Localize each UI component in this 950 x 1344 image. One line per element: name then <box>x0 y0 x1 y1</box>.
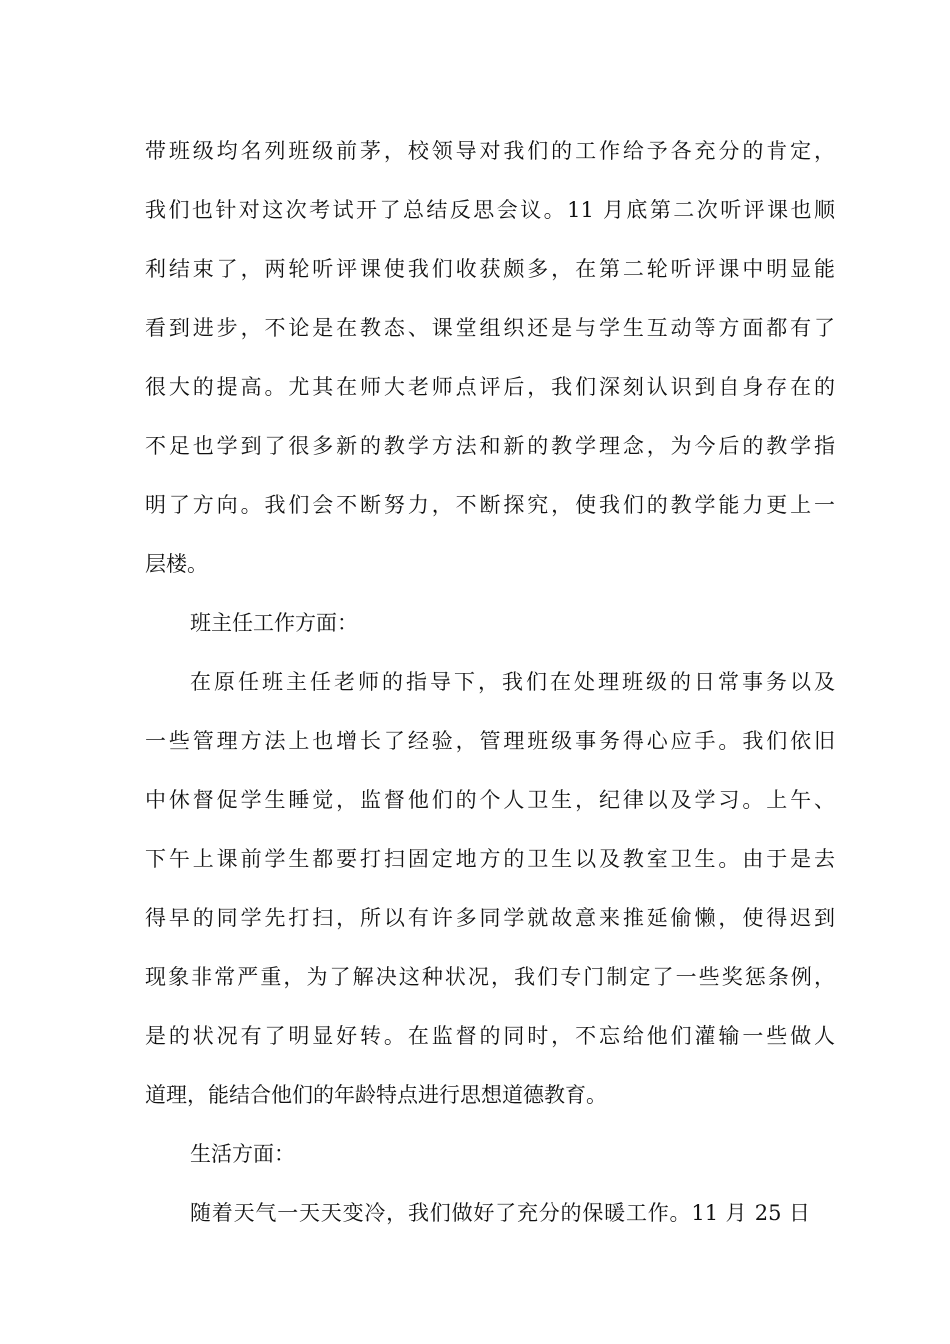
paragraph-line: 道理，能结合他们的年龄特点进行思想道德教育。 <box>145 1083 607 1107</box>
paragraph-line: 得早的同学先打扫，所以有许多同学就故意来推延偷懒，使得迟到 <box>145 906 835 930</box>
paragraph-line: 是的状况有了明显好转。在监督的同时，不忘给他们灌输一些做人 <box>145 1024 835 1048</box>
section-heading: 班主任工作方面： <box>190 611 358 635</box>
section-heading: 生活方面： <box>190 1142 295 1166</box>
paragraph-line: 下午上课前学生都要打扫固定地方的卫生以及教室卫生。由于是去 <box>145 847 835 871</box>
paragraph-line: 很大的提高。尤其在师大老师点评后，我们深刻认识到自身存在的 <box>145 375 835 399</box>
paragraph-line: 层楼。 <box>145 552 208 576</box>
paragraph-line: 利结束了，两轮听评课使我们收获颇多，在第二轮听评课中明显能 <box>145 257 835 281</box>
paragraph-line: 在原任班主任老师的指导下，我们在处理班级的日常事务以及 <box>190 670 835 694</box>
paragraph-line: 看到进步，不论是在教态、课堂组织还是与学生互动等方面都有了 <box>145 316 835 340</box>
paragraph-line: 带班级均名列班级前茅，校领导对我们的工作给予各充分的肯定， <box>145 139 835 163</box>
paragraph-line: 我们也针对这次考试开了总结反思会议。11 月底第二次听评课也顺 <box>145 198 835 222</box>
paragraph-line: 一些管理方法上也增长了经验，管理班级事务得心应手。我们依旧 <box>145 729 835 753</box>
paragraph-line: 现象非常严重，为了解决这种状况，我们专门制定了一些奖惩条例， <box>145 965 835 989</box>
paragraph-line: 明了方向。我们会不断努力，不断探究，使我们的教学能力更上一 <box>145 493 835 517</box>
paragraph-line: 不足也学到了很多新的教学方法和新的教学理念，为今后的教学指 <box>145 434 835 458</box>
paragraph-line: 中休督促学生睡觉，监督他们的个人卫生，纪律以及学习。上午、 <box>145 788 835 812</box>
paragraph-line: 随着天气一天天变冷，我们做好了充分的保暖工作。11 月 25 日 <box>190 1201 810 1225</box>
